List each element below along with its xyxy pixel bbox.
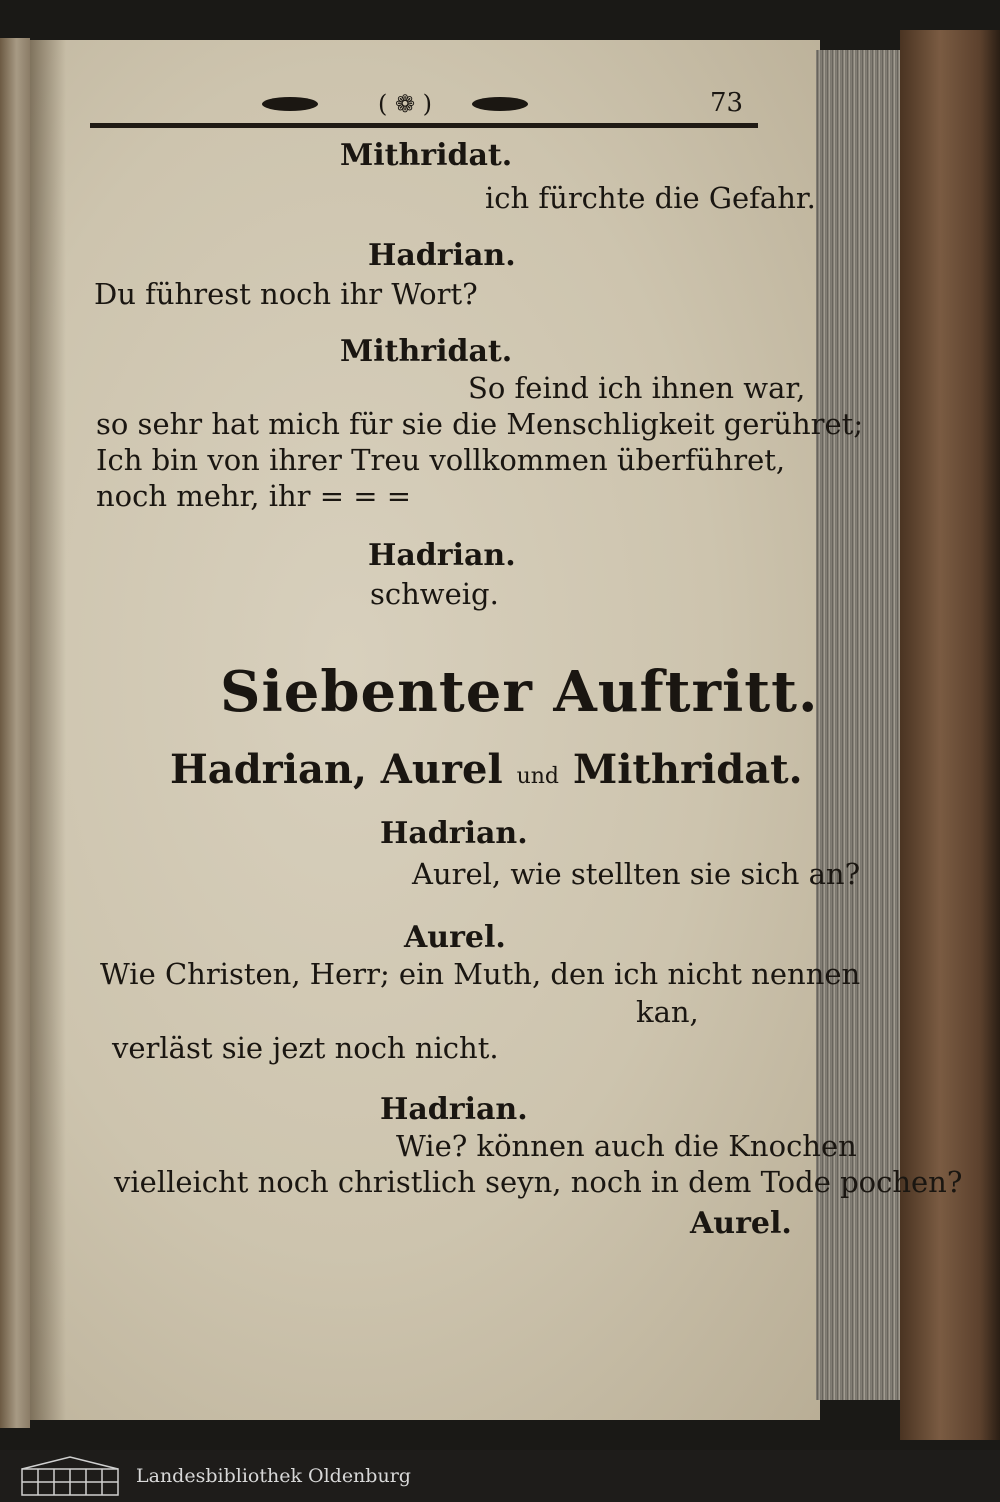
svg-text:( ❁ ): ( ❁ ) — [377, 90, 433, 118]
verse-line: schweig. — [370, 577, 499, 611]
verse-line: noch mehr, ihr = = = — [96, 479, 412, 513]
cast-last: Mithridat. — [572, 746, 803, 793]
verse-line: so sehr hat mich für sie die Menschligkeit gerühret; — [96, 407, 864, 441]
speaker-hadrian: Hadrian. — [380, 1092, 528, 1127]
header-rule — [90, 123, 758, 128]
header-ornament — [255, 90, 555, 118]
scene-heading: Siebenter Auftritt. — [220, 659, 819, 725]
book-cover — [900, 30, 1000, 1440]
speaker-aurel: Aurel. — [404, 920, 506, 955]
verse-line: kan, — [636, 995, 699, 1029]
verse-line: Wie? können auch die Knochen — [396, 1129, 857, 1163]
cast-names: Hadrian, Aurel — [170, 746, 503, 793]
library-name: Landesbibliothek Oldenburg — [136, 1465, 411, 1487]
speaker-hadrian: Hadrian. — [380, 816, 528, 851]
speaker-hadrian: Hadrian. — [368, 238, 516, 273]
verse-line: Wie Christen, Herr; ein Muth, den ich nicht nennen — [100, 957, 861, 991]
verse-line: Du führest noch ihr Wort? — [94, 277, 478, 311]
speaker-mithridat: Mithridat. — [340, 138, 513, 173]
verse-line: ich fürchte die Gefahr. — [485, 181, 816, 215]
verse-line: Ich bin von ihrer Treu vollkommen überführet, — [96, 443, 786, 477]
verse-line: verläst sie jezt noch nicht. — [112, 1031, 499, 1065]
speaker-aurel: Aurel. — [690, 1206, 792, 1241]
page-number: 73 — [710, 88, 744, 118]
verse-line: So feind ich ihnen war, — [468, 371, 806, 405]
library-building-icon — [18, 1455, 122, 1497]
left-page-edge — [0, 38, 30, 1428]
speaker-mithridat: Mithridat. — [340, 334, 513, 369]
scene-cast — [170, 746, 803, 794]
speaker-hadrian: Hadrian. — [368, 538, 516, 573]
page-gutter-shadow — [30, 40, 66, 1420]
verse-line: vielleicht noch christlich seyn, noch in dem Tode pochen? — [114, 1165, 963, 1199]
cast-and: und — [516, 764, 559, 789]
verse-line: Aurel, wie stellten sie sich an? — [412, 857, 861, 891]
